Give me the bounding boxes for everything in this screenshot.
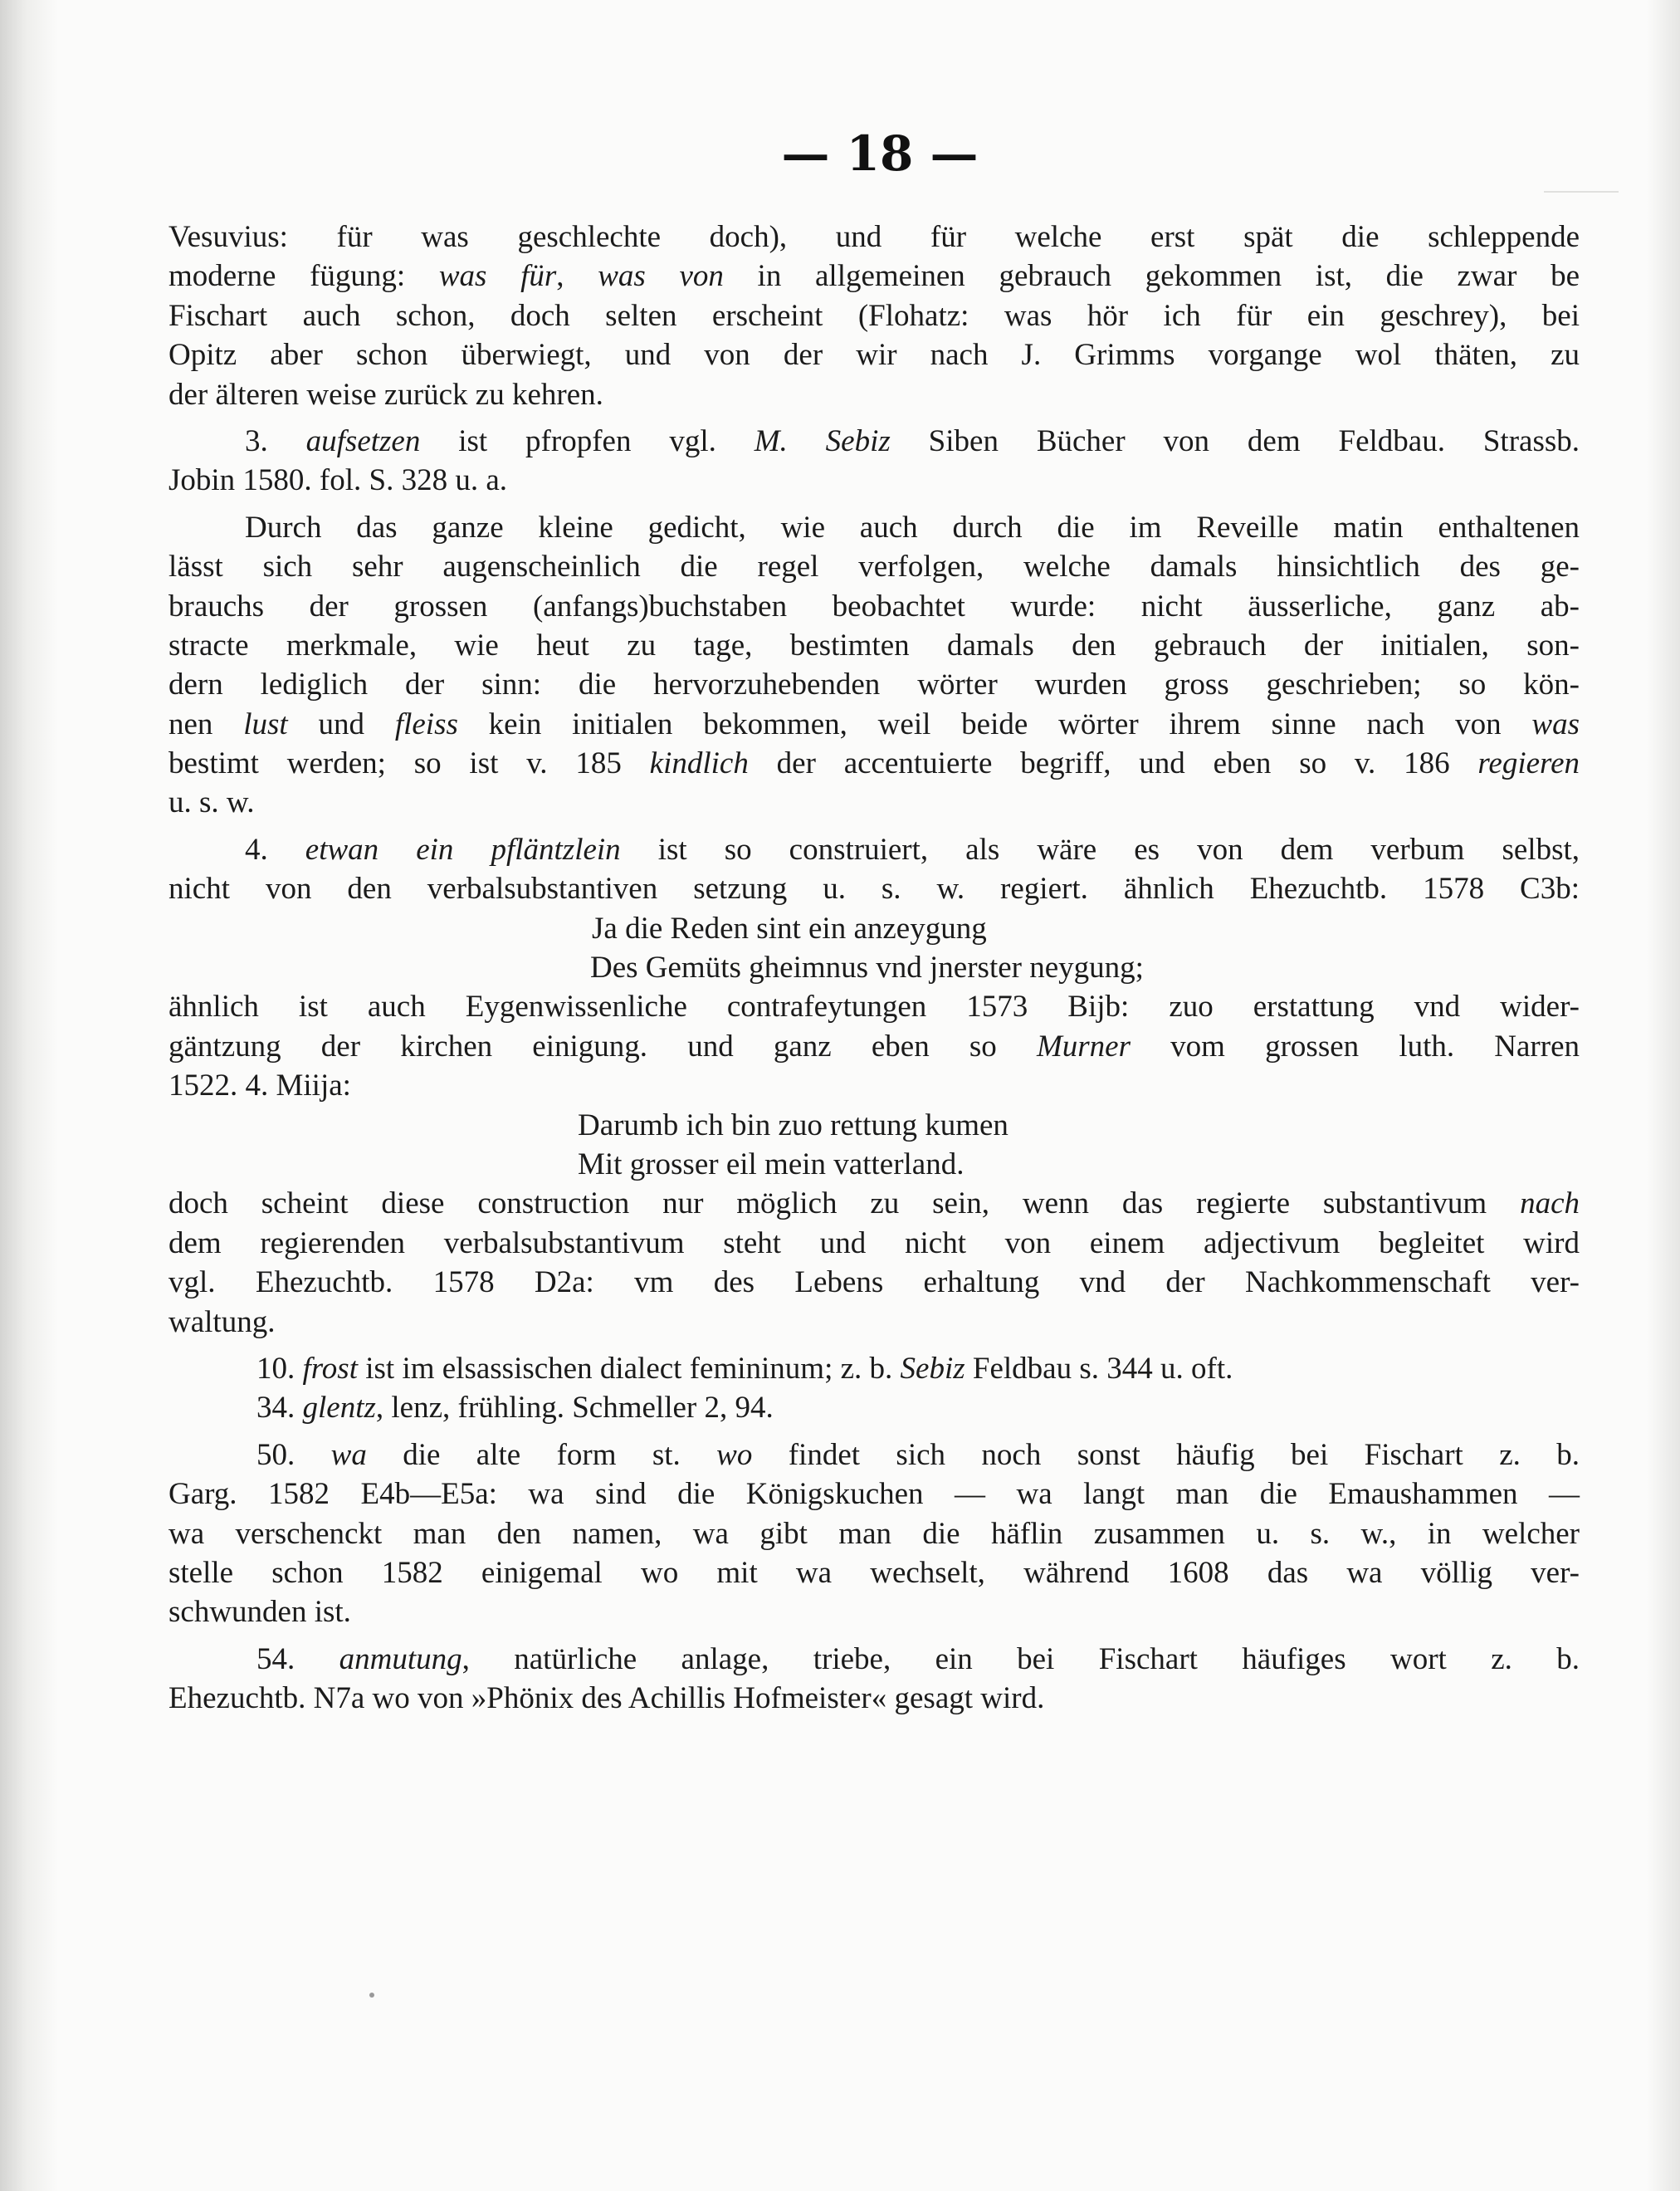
page-body: [168, 218, 1580, 1718]
text-line: Opitz aber schon überwiegt, und von der wir nach J. Grimms vorgange wol thäten, zu: [168, 338, 1580, 373]
text-line: Fischart auch schon, doch selten erscheint (Flohatz: was hör ich für ein geschrey), bei: [168, 298, 1580, 333]
text-line: bestimt werden; so ist v. 185 kindlich der accentuierte begriff, und eben so v. 186 regieren: [168, 746, 1580, 781]
text-line: 10. frost ist im elsassischen dialect femininum; z. b. Sebiz Feldbau s. 344 u. oft.: [256, 1351, 1233, 1386]
text-line: vgl. Ehezuchtb. 1578 D2a: vm des Lebens erhaltung vnd der Nachkommenschaft ver-: [168, 1265, 1580, 1300]
verse-line: Mit grosser eil mein vatterland.: [578, 1147, 965, 1181]
text-line: dem regierenden verbalsubstantivum steht und nicht von einem adjectivum begleitet wird: [168, 1225, 1580, 1260]
text-line: wa verschenckt man den namen, wa gibt man die häflin zusammen u. s. w., in welcher: [168, 1516, 1580, 1551]
text-line: der älteren weise zurück zu kehren.: [168, 377, 603, 412]
text-line: 34. glentz, lenz, frühling. Schmeller 2, 94.: [256, 1391, 774, 1426]
ink-speck: [369, 1993, 374, 1998]
text-line: u. s. w.: [168, 785, 255, 820]
text-line: 4. etwan ein pfläntzlein ist so construiert, als wäre es von dem verbum selbst,: [245, 832, 1580, 867]
paragraph-note-4: [168, 830, 1580, 909]
verse-line: Des Gemüts gheimnus vnd jnerster neygung;: [590, 951, 1144, 985]
verse-line: Darumb ich bin zuo rettung kumen: [578, 1108, 1008, 1142]
text-line: 50. wa die alte form st. wo findet sich noch sonst häufig bei Fischart z. b.: [256, 1437, 1580, 1472]
text-line: schwunden ist.: [168, 1595, 351, 1630]
paragraph-notes-10-34: [168, 1349, 1580, 1428]
text-line: dern lediglich der sinn: die hervorzuhebenden wörter wurden gross geschrieben; so kön-: [168, 668, 1580, 702]
paragraph-note-50: [168, 1435, 1580, 1632]
text-line: doch scheint diese construction nur möglich zu sein, wenn das regierte substantivum nach: [168, 1186, 1580, 1221]
text-line: waltung.: [168, 1304, 276, 1339]
text-line: Ehezuchtb. N7a wo von »Phönix des Achillis Hofmeister« gesagt wird.: [168, 1681, 1045, 1716]
page-number-header: — 18 —: [781, 125, 979, 182]
text-line: brauchs der grossen (anfangs)buchstaben beobachtet wurde: nicht äusserliche, ganz ab-: [168, 589, 1580, 624]
text-line: ähnlich ist auch Eygenwissenliche contrafeytungen 1573 Bijb: zuo erstattung vnd wider-: [168, 990, 1580, 1025]
verse-quote-1: [168, 909, 1580, 988]
paragraph-construction: [168, 1184, 1580, 1342]
paragraph-capitalization: [168, 508, 1580, 823]
text-line: Durch das ganze kleine gedicht, wie auch durch die im Reveille matin enthaltenen: [245, 510, 1580, 545]
text-line: Vesuvius: für was geschlechte doch), und für welche erst spät die schleppende: [168, 220, 1580, 254]
text-line: 3. aufsetzen ist pfropfen vgl. M. Sebiz Siben Bücher von dem Feldbau. Strassb.: [245, 423, 1580, 458]
text-line: gäntzung der kirchen einigung. und ganz eben so Murner vom grossen luth. Narren: [168, 1029, 1580, 1064]
paper-mark: [1544, 191, 1619, 193]
paragraph-note-54: [168, 1640, 1580, 1719]
paragraph-note-3: [168, 422, 1580, 501]
text-line: moderne fügung: was für, was von in allgemeinen gebrauch gekommen ist, die zwar be: [168, 259, 1580, 294]
paragraph-eygenwissenliche: [168, 987, 1580, 1105]
text-line: stracte merkmale, wie heut zu tage, bestimten damals den gebrauch der initialen, son-: [168, 628, 1580, 663]
verse-line: Ja die Reden sint ein anzeygung: [592, 911, 987, 946]
text-line: Jobin 1580. fol. S. 328 u. a.: [168, 463, 508, 498]
text-line: stelle schon 1582 einigemal wo mit wa wechselt, während 1608 das wa völlig ver-: [168, 1555, 1580, 1590]
paragraph-1: [168, 218, 1580, 414]
text-line: lässt sich sehr augenscheinlich die regel verfolgen, welche damals hinsichtlich des ge-: [168, 550, 1580, 584]
text-line: 54. anmutung, natürliche anlage, triebe, ein bei Fischart häufiges wort z. b.: [256, 1641, 1580, 1676]
text-line: 1522. 4. Miija:: [168, 1069, 351, 1103]
text-line: nen lust und fleiss kein initialen bekommen, weil beide wörter ihrem sinne nach von was: [168, 707, 1580, 741]
text-line: Garg. 1582 E4b—E5a: wa sind die Königskuchen — wa langt man die Emaushammen —: [168, 1477, 1580, 1512]
verse-quote-2: [168, 1106, 1580, 1185]
text-line: nicht von den verbalsubstantiven setzung u. s. w. regiert. ähnlich Ehezuchtb. 1578 C3b:: [168, 872, 1580, 907]
